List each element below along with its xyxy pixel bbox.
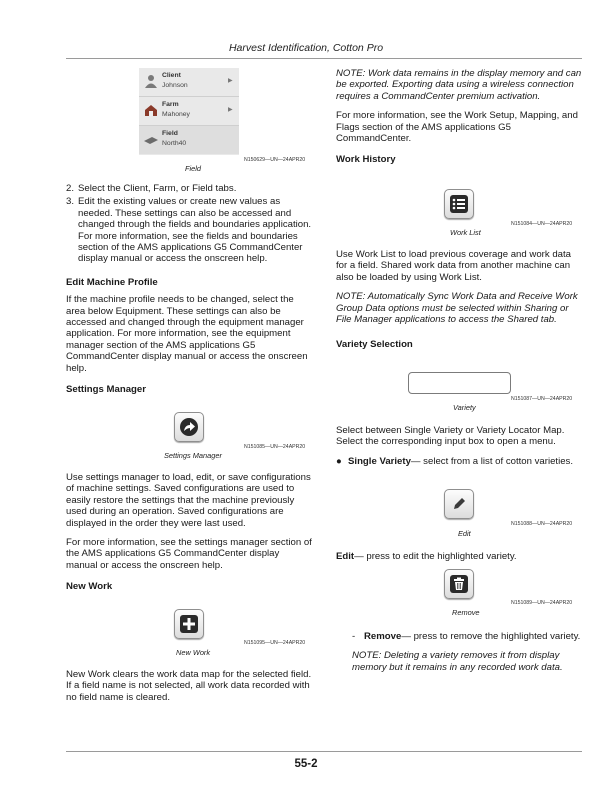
section-heading: Settings Manager (66, 384, 146, 396)
farm-label: Farm (162, 101, 179, 108)
figure-caption: Variety (453, 403, 476, 412)
pencil-icon (449, 494, 469, 514)
dash-item: - Remove— press to remove the highlighted variety. (352, 631, 581, 642)
figure-caption: Field (185, 164, 202, 173)
left-column-upper (66, 183, 313, 402)
right-column-remove (352, 631, 582, 681)
figure-id: N150629—UN—24APR20 (244, 157, 306, 163)
farm-row (139, 97, 239, 126)
figure-caption: Work List (450, 228, 481, 237)
bullet-item: ● Single Variety— select from a list of cotton varieties. (336, 455, 574, 467)
figure-caption: Edit (458, 529, 471, 538)
settings-manager-button (174, 412, 204, 442)
figure-id: N151089—UN—24APR20 (511, 600, 573, 606)
plus-icon (179, 614, 199, 634)
share-arrow-icon (179, 417, 199, 437)
running-header: Harvest Identification, Cotton Pro (228, 42, 384, 54)
work-list-button (444, 189, 474, 219)
footer-rule (66, 751, 582, 752)
right-column-upper (336, 68, 582, 172)
right-column-edit (336, 551, 582, 570)
right-column-middle (336, 249, 582, 357)
field-figure-panel (139, 68, 239, 155)
paragraph: Select between Single Variety or Variety Locator Map. Select the corresponding input box to open a menu. (336, 425, 565, 448)
field-icon (144, 132, 158, 146)
list-icon (449, 194, 469, 214)
paragraph: For more information, see the settings manager section of the AMS applications G5 CommandCenter display manual or access the onscreen help. (66, 537, 312, 571)
farm-value: Mahoney (162, 111, 190, 118)
left-column-lower (66, 669, 313, 711)
client-row (139, 68, 239, 97)
variety-input-box (408, 372, 511, 394)
steps-list (66, 183, 313, 265)
step-item: 2. Select the Client, Farm, or Field tabs. (66, 183, 237, 194)
note: NOTE: Deleting a variety removes it from display memory but it remains in any recorded work data. (352, 650, 563, 673)
bullet-icon: ● (336, 455, 342, 467)
client-value: Johnson (162, 82, 188, 89)
field-row (139, 126, 239, 154)
header-rule (66, 58, 582, 59)
section-heading: Work History (336, 154, 396, 166)
field-label: Field (162, 130, 178, 137)
trash-icon (449, 574, 469, 594)
client-label: Client (162, 72, 181, 79)
paragraph: If the machine profile needs to be changed, select the area below Equipment. These settings can also be accessed and changed through the equipment manager application. For more information, see the equipment manager section of the AMS applications G5 CommandCenter display manual or access the onscreen help. (66, 294, 308, 374)
figure-id: N151087—UN—24APR20 (511, 396, 573, 402)
field-value: North40 (162, 140, 187, 147)
section-heading: New Work (66, 581, 113, 593)
chevron-right-icon: ▶ (228, 107, 233, 113)
section-heading: Variety Selection (336, 339, 413, 351)
right-column-variety (336, 425, 582, 475)
figure-id: N151088—UN—24APR20 (511, 521, 573, 527)
section-heading: Edit Machine Profile (66, 276, 158, 288)
chevron-right-icon: ▶ (228, 78, 233, 84)
paragraph: For more information, see the Work Setup, Mapping, and Flags section of the AMS applications G5 CommandCenter. (336, 110, 578, 145)
note: NOTE: Work data remains in the display memory and can be exported. Exporting data using a wireless connection requires a CommandCenter premium activation. (336, 68, 582, 102)
step-item: 3. Edit the existing values or create new values as needed. These settings can also be accessed and changed through the fields and boundaries application. For more information, see the fields and boundaries section of the AMS applications G5 CommandCenter display manual or access the onscreen help. (66, 196, 312, 265)
remove-button (444, 569, 474, 599)
paragraph: Edit— press to edit the highlighted variety. (336, 551, 517, 562)
paragraph: Use Work List to load previous coverage and work data for a field. Shared work data from another machine can also be loaded by using Work List. (336, 249, 571, 283)
person-icon (144, 74, 158, 88)
note: NOTE: Automatically Sync Work Data and Receive Work Group Data options must be selected within Sharing or File Manager applications to access the Shared tab. (336, 291, 578, 326)
paragraph: Use settings manager to load, edit, or save configurations of machine settings. Saved configurations are used to easily restore the settings that the machine previously used during an operation. Saved configurations are displayed in the order they were last used. (66, 472, 311, 529)
edit-button (444, 489, 474, 519)
left-column-middle (66, 472, 313, 599)
figure-id: N151084—UN—24APR20 (511, 221, 573, 227)
figure-caption: Settings Manager (164, 451, 222, 460)
barn-icon (144, 103, 158, 117)
figure-id: N151095—UN—24APR20 (244, 640, 306, 646)
new-work-button (174, 609, 204, 639)
figure-caption: Remove (452, 608, 480, 617)
paragraph: New Work clears the work data map for the selected field. If a field name is not selected, all work data recorded with no field name is cleared. (66, 669, 312, 703)
figure-caption: New Work (176, 648, 211, 657)
figure-id: N151085—UN—24APR20 (244, 444, 306, 450)
page-number: 55-2 (294, 758, 318, 770)
